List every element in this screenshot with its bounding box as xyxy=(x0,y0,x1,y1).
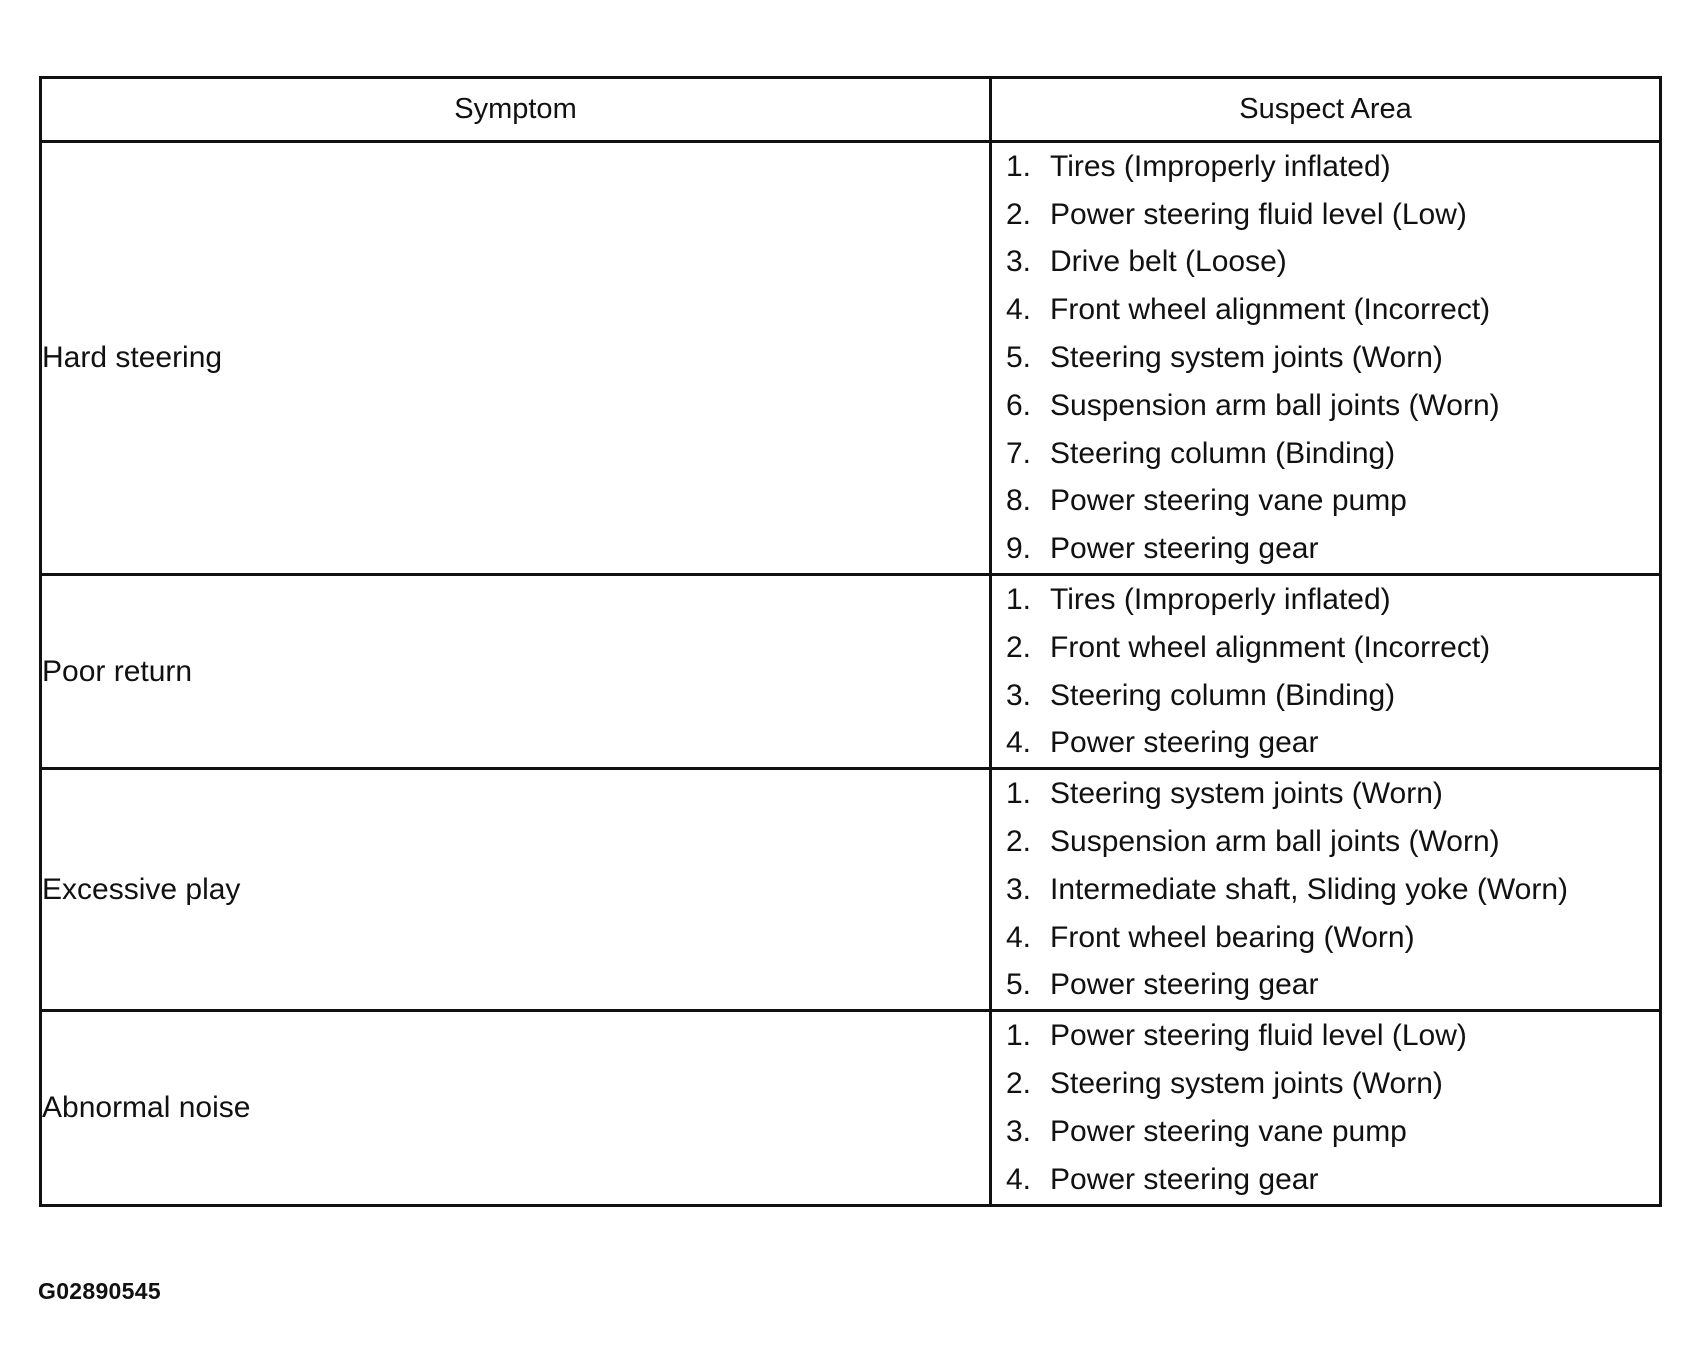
list-item xyxy=(992,624,1659,672)
list-item-text: Power steering fluid level (Low) xyxy=(1050,1019,1467,1053)
symptom-cell: Abnormal noise xyxy=(41,1011,991,1205)
list-item-number: 3. xyxy=(1006,1114,1032,1148)
list-item-number: 4. xyxy=(1006,293,1032,327)
list-item-text: Drive belt (Loose) xyxy=(1050,245,1287,279)
header-row xyxy=(41,78,1661,142)
suspect-area-list xyxy=(992,1012,1659,1203)
table-row xyxy=(41,769,1661,1011)
list-item xyxy=(992,239,1659,287)
list-item-number: 1. xyxy=(1006,777,1032,811)
table-row xyxy=(41,1011,1661,1205)
list-item-text: Steering system joints (Worn) xyxy=(1050,341,1443,375)
list-item xyxy=(992,382,1659,430)
list-item-text: Steering system joints (Worn) xyxy=(1050,777,1443,811)
list-item xyxy=(992,914,1659,962)
list-item-text: Front wheel alignment (Incorrect) xyxy=(1050,293,1491,327)
list-item xyxy=(992,1156,1659,1204)
list-item-text: Power steering fluid level (Low) xyxy=(1050,197,1467,231)
list-item xyxy=(992,720,1659,768)
list-item xyxy=(992,1060,1659,1108)
list-item-number: 3. xyxy=(1006,245,1032,279)
list-item-text: Power steering gear xyxy=(1050,726,1319,760)
list-item xyxy=(992,818,1659,866)
list-item-text: Power steering gear xyxy=(1050,532,1319,566)
list-item-text: Steering system joints (Worn) xyxy=(1050,1067,1443,1101)
table-row xyxy=(41,575,1661,769)
list-item xyxy=(992,866,1659,914)
list-item-text: Steering column (Binding) xyxy=(1050,436,1396,470)
list-item-number: 2. xyxy=(1006,630,1032,664)
list-item-text: Tires (Improperly inflated) xyxy=(1050,583,1391,617)
symptom-cell: Excessive play xyxy=(41,769,991,1011)
list-item xyxy=(992,576,1659,624)
list-item-text: Front wheel alignment (Incorrect) xyxy=(1050,630,1491,664)
list-item xyxy=(992,191,1659,239)
list-item-number: 1. xyxy=(1006,583,1032,617)
list-item xyxy=(992,430,1659,478)
list-item-text: Suspension arm ball joints (Worn) xyxy=(1050,388,1500,422)
list-item-text: Suspension arm ball joints (Worn) xyxy=(1050,825,1500,859)
list-item-number: 3. xyxy=(1006,678,1032,712)
list-item-number: 5. xyxy=(1006,341,1032,375)
list-item-number: 9. xyxy=(1006,532,1032,566)
suspect-area-cell xyxy=(991,769,1661,1011)
list-item-text: Power steering vane pump xyxy=(1050,1114,1407,1148)
list-item xyxy=(992,770,1659,818)
list-item-number: 2. xyxy=(1006,197,1032,231)
list-item xyxy=(992,672,1659,720)
table-body xyxy=(41,142,1661,1206)
list-item-text: Power steering vane pump xyxy=(1050,484,1407,518)
list-item-text: Power steering gear xyxy=(1050,1162,1319,1196)
list-item-text: Tires (Improperly inflated) xyxy=(1050,149,1391,183)
suspect-area-list xyxy=(992,770,1659,1009)
list-item-number: 4. xyxy=(1006,1162,1032,1196)
list-item-number: 1. xyxy=(1006,149,1032,183)
suspect-area-list xyxy=(992,143,1659,573)
list-item-text: Power steering gear xyxy=(1050,968,1319,1002)
list-item-text: Front wheel bearing (Worn) xyxy=(1050,920,1415,954)
list-item-number: 2. xyxy=(1006,1067,1032,1101)
figure-id: G02890545 xyxy=(38,1278,161,1304)
list-item-number: 8. xyxy=(1006,484,1032,518)
list-item-number: 4. xyxy=(1006,920,1032,954)
suspect-area-cell xyxy=(991,1011,1661,1205)
list-item xyxy=(992,525,1659,573)
list-item-text: Steering column (Binding) xyxy=(1050,678,1396,712)
table-row xyxy=(41,142,1661,575)
list-item xyxy=(992,478,1659,526)
list-item-number: 5. xyxy=(1006,968,1032,1002)
list-item xyxy=(992,1108,1659,1156)
list-item xyxy=(992,962,1659,1010)
suspect-area-list xyxy=(992,576,1659,767)
list-item-number: 3. xyxy=(1006,872,1032,906)
list-item xyxy=(992,1012,1659,1060)
list-item-text: Intermediate shaft, Sliding yoke (Worn) xyxy=(1050,872,1569,906)
suspect-area-cell xyxy=(991,142,1661,575)
list-item-number: 7. xyxy=(1006,436,1032,470)
list-item xyxy=(992,143,1659,191)
list-item xyxy=(992,286,1659,334)
list-item-number: 6. xyxy=(1006,388,1032,422)
list-item-number: 4. xyxy=(1006,726,1032,760)
suspect-area-cell xyxy=(991,575,1661,769)
list-item-number: 2. xyxy=(1006,825,1032,859)
symptom-cell: Poor return xyxy=(41,575,991,769)
header-suspect-area: Suspect Area xyxy=(991,78,1661,142)
header-symptom: Symptom xyxy=(41,78,991,142)
list-item xyxy=(992,334,1659,382)
symptom-table xyxy=(39,76,1662,1207)
symptom-cell: Hard steering xyxy=(41,142,991,575)
list-item-number: 1. xyxy=(1006,1019,1032,1053)
